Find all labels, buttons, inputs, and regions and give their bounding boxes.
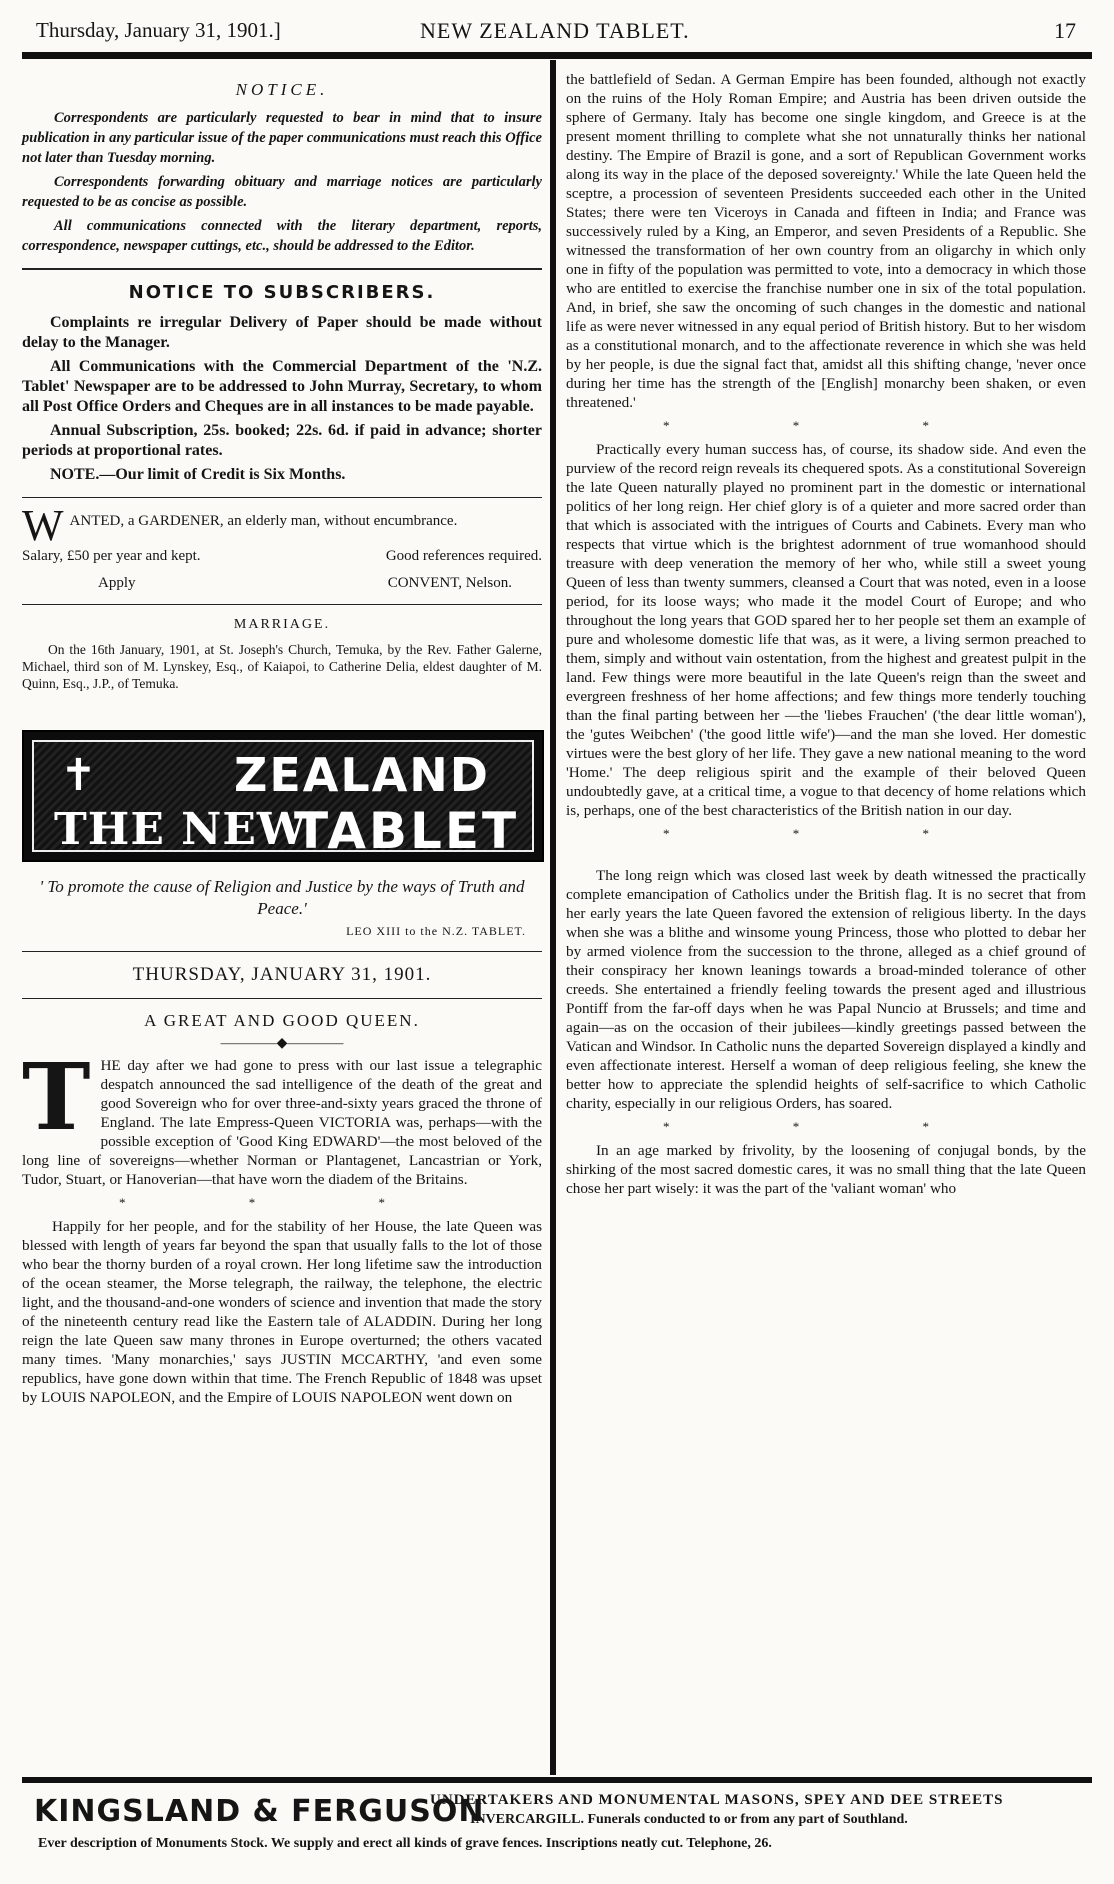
notice-title: NOTICE.: [235, 80, 329, 99]
advert-line: INVERCARGILL. Funerals conducted to or from any part of Southland.: [470, 1812, 908, 1827]
left-column: [22, 70, 542, 1407]
section-break: * * *: [663, 418, 989, 433]
article-para: Happily for her people, and for the stability of her House, the late Queen was blessed with length of years far beyond the span that usually falls to the lot of those who bear the thorny burden of a royal crown. Her long lifetime saw the introduction of the ocean steamer, the Morse telegraph, the railway, the telephone, the electric light, and the thousand-and-one wonders of science and invention that made the story of the nineteenth century read like the Eastern tale of ALADDIN. During her long reign the late Queen saw many thrones in Europe overturned; the others vacated many times. 'Many monarchies,' says JUSTIN MCCARTHY, 'and even some republics, have gone down within that time. The French Republic of 1848 was upset by LOUIS NAPOLEON, and the Empire of LOUIS NAPOLEON went down on: [22, 1218, 542, 1406]
subscribers-para: Complaints re irregular Delivery of Paper should be made without delay to the Manager.: [22, 314, 542, 351]
divider: [22, 998, 542, 999]
notice-block: [22, 80, 542, 256]
subscribers-notice: [22, 282, 542, 485]
page-number: 17: [1054, 18, 1076, 43]
notice-para: All communications connected with the literary department, reports, correspondence, newspaper cuttings, etc., should be addressed to the Editor.: [22, 218, 542, 254]
wanted-text: ANTED, a GARDENER, an elderly man, without encumbrance.: [69, 513, 458, 529]
apply-label: Apply: [98, 575, 136, 591]
spacer: [566, 848, 1086, 866]
drop-cap: T: [22, 1043, 91, 1151]
article-para: the battlefield of Sedan. A German Empire has been founded, although not exactly on the ruins of the Holy Roman Empire; and Austria has been driven outside the sphere of Germany. Italy has become one single kingdom, and Greece is at the present moment thrilling to complete what she not unnaturally thinks her national destiny. The Empire of Brazil is gone, and a sort of Republican Government works along its way in the place of the deposed sovereignty.' While the late Queen held the sceptre, a procession of seventeen Presidents succeeded each other in the United States; there were ten Viceroys in Canada and fifteen in India; and France was successively ruled by a King, an Emperor, and seven Presidents of a Republic. She witnessed the transformation of her own country from an oligarchy in which only one in fifty of the population was permitted to vote, into a democracy in which those who are entitled to exercise the franchise number one in six of the total population. And, in brief, she saw the oncoming of such changes in the domestic and national life as were never witnessed in any equal period of British history. But to her wisdom as a constitutional monarch, and to the affectionate reverence in which she was held by her people, is due the signal fact that, amidst all this shifting change, 'never once during her time has the strength of the [English] monarchy been shaken, or even threatened.': [566, 71, 1086, 411]
section-break: * * *: [663, 826, 989, 841]
section-break: * * *: [119, 1195, 445, 1210]
article-para: In an age marked by frivolity, by the loosening of conjugal bonds, by the shirking of the most sacred domestic cares, it was no small thing that the late Queen chose her part wisely: it was the part of the 'valiant woman' who: [566, 1142, 1086, 1197]
advert-line: UNDERTAKERS AND MONUMENTAL MASONS, SPEY AND DEE STREETS: [430, 1792, 1004, 1808]
notice-para: Correspondents are particularly requested to bear in mind that to insure publication in any particular issue of the paper communications must reach this Office not later than Tuesday morning.: [22, 110, 542, 166]
motto-attribution: LEO XIII to the N.Z. TABLET.: [346, 924, 526, 938]
wanted-ad: [22, 501, 542, 550]
article-para: The long reign which was closed last week by death witnessed the practically complete emancipation of Catholics under the British flag. It is no secret that from her early years the late Queen favored the extension of religious liberty. In the days when she was a blithe and winsome young Princess, those who plotted to debar her by armed violence from the succession to the throne, alleged as a chief ground of their conspiracy her known leanings towards a broad-minded tolerance of other creeds. She entertained a friendly feeling towards the present aged and illustrious Pontiff from the far-off days when he was Papal Nuncio at Brussels; and time and again—as on the occasion of their jubilees—kindly greetings passed between the Vatican and Windsor. In Catholic nuns the departed Sovereign displayed a kindly and even affectionate interest. Herself a woman of deep religious feeling, she knew the better how to appreciate the splendid heights of self-sacrifice to which Catholic charity, especially in our religious Orders, has soared.: [566, 867, 1086, 1112]
divider: [22, 604, 542, 605]
article-title: A GREAT AND GOOD QUEEN.: [144, 1011, 420, 1030]
masthead-the-new: THE NEW: [54, 804, 308, 855]
article-body-right: [566, 70, 1086, 1198]
salary: Salary, £50 per year and kept.: [22, 548, 201, 564]
page-header: [0, 0, 1114, 58]
header-rule: [22, 52, 1092, 59]
notice-para: Correspondents forwarding obituary and marriage notices are particularly requested to be as concise as possible.: [22, 174, 542, 210]
article-body-left: [22, 1043, 542, 1407]
apply-to: CONVENT, Nelson.: [387, 575, 512, 591]
subscribers-title: NOTICE TO SUBSCRIBERS.: [128, 282, 436, 303]
divider: [22, 497, 542, 498]
masthead-tablet: TABLET: [294, 802, 520, 860]
subscribers-para: Annual Subscription, 25s. booked; 22s. 6d. if paid in advance; shorter periods at proportional rates.: [22, 422, 542, 459]
motto: ' To promote the cause of Religion and Justice by the ways of Truth and Peace.': [39, 877, 525, 918]
wanted-apply: [22, 575, 542, 592]
references: Good references required.: [385, 548, 542, 564]
footer-rule: [22, 1777, 1092, 1783]
header-masthead: NEW ZEALAND TABLET.: [420, 18, 690, 43]
masthead-frame: [32, 740, 534, 860]
wanted-terms: [22, 548, 542, 565]
right-column: [566, 70, 1086, 1198]
subscribers-para: All Communications with the Commercial Department of the 'N.Z. Tablet' Newspaper are to be addressed to John Murray, Secretary, to whom all Post Office Orders and Cheques are in all instances to be made payable.: [22, 358, 542, 415]
advert-brand: KINGSLAND & FERGUSON: [34, 1794, 485, 1829]
header-date: Thursday, January 31, 1901.]: [36, 18, 281, 42]
marriage-title: MARRIAGE.: [233, 617, 331, 632]
divider: [22, 268, 542, 270]
cross-icon: ✝: [60, 751, 97, 800]
divider: [22, 951, 542, 952]
column-rule: [550, 60, 556, 1775]
ornament: ————◆————: [220, 1036, 344, 1051]
article-para: HE day after we had gone to press with our last issue a telegraphic despatch announced the sad intelligence of the death of the great and good Sovereign who for over three-and-sixty years graced the throne of England. The late Empress-Queen VICTORIA was, perhaps—with the possible exception of 'Good King EDWARD'—the most beloved of the long line of sovereigns—whether Norman or Plantagenet, Lancastrian or York, Tudor, Stuart, or Hanoverian—that have worn the diadem of the Britains.: [22, 1057, 542, 1188]
dateline: THURSDAY, JANUARY 31, 1901.: [132, 964, 432, 985]
article-para: Practically every human success has, of course, its shadow side. And even the purview of the record reign reveals its chequered spots. As a constitutional Sovereign the late Queen naturally played no prominent part in the domestic or international politics of her long reign. Her chief glory is of a quieter and more sacred order than that which is associated with the intrigues of Courts and Cabinets. Every man who respects that virtue which is the brightest adornment of true womanhood should treasure with deep veneration the memory of her who, while still a sweet young Queen of less than twenty summers, cleansed a Court that was noted, even in a loose period, for its loose ways; who made it the model Court of Europe; and who throughout the long years that GOD spared her to her people set them an example of pure and wholesome domestic life that was, as it were, a living sermon preached to them, simply and without vain ostentation, from the highest and greatest pulpit in the land. Few things were more beautiful in the late Queen's reign than the sweet and evergreen freshness of her home affections; and few things more tenderly touching than the final parting between her —the 'liebes Frauchen' ('the dear little woman'), the 'gutes Weibchen' ('the good little wife')—and the man she loved. Her domestic virtues were the best glory of her life. They gave a new national meaning to the word 'Home.' The deep religious spirit and the example of their beloved Queen undoubtedly gave, at a critical time, a vogue to that decency of home relations which is, perhaps, one of the best characteristics of the British nation in our day.: [566, 441, 1086, 819]
section-break: * * *: [663, 1119, 989, 1134]
advert-line: Ever description of Monuments Stock. We supply and erect all kinds of grave fences. Inscriptions neatly cut. Telephone, 26.: [38, 1836, 772, 1851]
masthead-zealand: ZEALAND: [234, 748, 490, 802]
tablet-masthead-logo: [22, 730, 544, 862]
subscribers-para: NOTE.—Our limit of Credit is Six Months.: [50, 466, 346, 483]
wanted-initial: W: [22, 501, 64, 550]
marriage-notice: On the 16th January, 1901, at St. Joseph's Church, Temuka, by the Rev. Father Galerne, Michael, third son of M. Lynskey, Esq., of Kaiapoi, to Catherine Delia, eldest daughter of M. Quinn, Esq., J.P., of Temuka.: [22, 642, 542, 691]
